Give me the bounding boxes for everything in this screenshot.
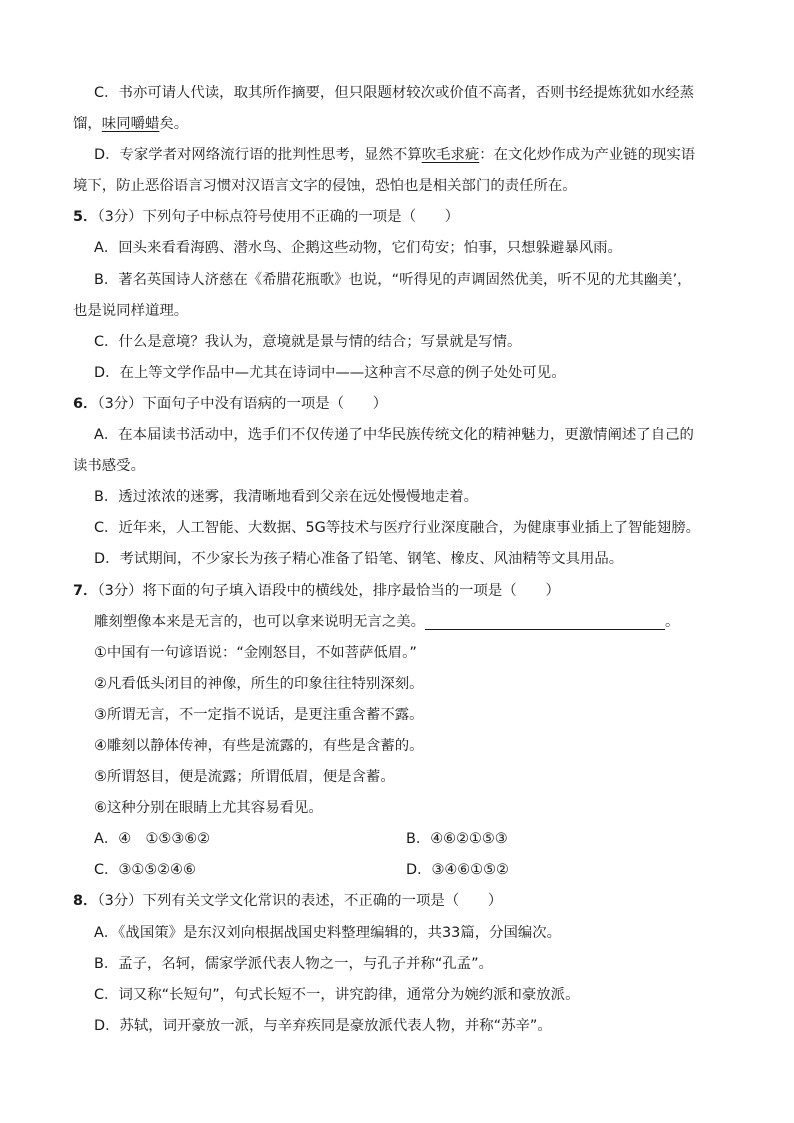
underlined-phrase: 味同嚼蜡 [101,116,160,133]
q8-option-b: B．孟子，名轲，儒家学派代表人物之一，与孔子并称“孔孟”。 [94,955,493,972]
question-number: 5． [73,209,98,226]
q5-stem: 5．（3分）下列句子中标点符号使用不正确的一项是（ ） [73,209,460,226]
q5-option-c: C．什么是意境？我认为，意境就是景与情的结合；写景就是写情。 [94,333,522,350]
q5-option-a: A．回头来看看海鸥、潜水鸟、企鹅这些动物，它们苟安；怕事，只想躲避暴风雨。 [94,240,622,257]
q6-option-a-line2: 读书感受。 [73,458,145,475]
q8-option-d: D．苏轼，词开豪放一派，与辛弃疾同是豪放派代表人物，并称“苏辛”。 [94,1017,552,1034]
q5-option-b-line1: B．著名英国诗人济慈在《希腊花瓶歌》也说，“听得见的声调固然优美，听不见的尤其幽美’， [94,271,692,288]
q6-option-a-line1: A．在本届读书活动中，选手们不仅传递了中华民族传统文化的精神魅力，更激情阐述了自己的 [94,427,694,444]
q8-stem: 8．（3分）下列有关文学文化常识的表述，不正确的一项是（ ） [73,893,503,910]
q4-option-c-line2: 馏，味同嚼蜡矣。 [73,116,189,133]
q8-option-c: C．词又称“长短句”，句式长短不一，讲究韵律，通常分为婉约派和豪放派。 [94,986,580,1003]
q7-sentence-1: ①中国有一句谚语说：“金刚怒目，不如菩萨低眉。” [94,644,417,661]
question-number: 6． [73,395,98,412]
q7-sentence-2: ②凡看低头闭目的神像，所生的印象往往特别深刻。 [94,675,424,692]
q7-sentence-4: ④雕刻以静体传神，有些是流露的，有些是含蓄的。 [94,737,424,754]
q4-option-c-line1: C．书亦可请人代读，取其所作摘要，但只限题材较次或价值不高者，否则书经提炼犹如水经蒸 [94,85,695,101]
q6-option-c: C．近年来，人工智能、大数据、5G等技术与医疗行业深度融合，为健康事业插上了智能翅膀。 [94,520,700,537]
q5-option-b-line2: 也是说同样道理。 [73,302,189,319]
q6-option-b: B．透过浓浓的迷雾，我清晰地看到父亲在远处慢慢地走着。 [94,489,479,506]
underlined-phrase: 吹毛求疵 [421,147,480,164]
question-number: 8． [73,893,98,910]
q5-option-d: D．在上等文学作品中—尤其在诗词中——这种言不尽意的例子处处可见。 [94,364,566,381]
q6-stem: 6．（3分）下面句子中没有语病的一项是（ ） [73,395,388,412]
q6-option-d: D．考试期间，不少家长为孩子精心准备了铅笔、钢笔、橡皮、风油精等文具用品。 [94,551,624,568]
question-number: 7． [73,582,98,599]
q7-passage: 雕刻塑像本来是无言的，也可以拿来说明无言之美。 。 [73,607,733,638]
q7-option-a: A．④ ①⑤③⑥② [94,831,211,848]
q4-option-d-line2: 境下，防止恶俗语言习惯对汉语言文字的侵蚀，恐怕也是相关部门的责任所在。 [73,178,577,195]
q7-sentence-5: ⑤所谓怒目，便是流露；所谓低眉，便是含蓄。 [94,769,395,786]
q7-option-d: D．③④⑥①⑤② [406,862,509,879]
q7-sentence-3: ③所谓无言，不一定指不说话，是更注重含蓄不露。 [94,706,424,723]
q7-sentence-6: ⑥这种分别在眼睛上尤其容易看见。 [94,800,323,817]
q4-option-d-line1: D．专家学者对网络流行语的批判性思考，显然不算吹毛求疵：在文化炒作成为产业链的现实语 [94,147,696,164]
q7-options-row-1 [73,824,733,855]
q8-option-a: A．《战国策》是东汉刘向根据战国史料整理编辑的，共33篇，分国编次。 [94,924,562,941]
q7-stem: 7．（3分）将下面的句子填入语段中的横线处，排序最恰当的一项是（ ） [73,582,560,599]
q7-options-row-2 [73,855,733,886]
answer-blank[interactable] [425,611,665,630]
q7-option-c: C．③①⑤②④⑥ [94,862,196,879]
q7-option-b: B．④⑥②①⑤③ [406,831,508,848]
exam-document [73,78,733,1042]
